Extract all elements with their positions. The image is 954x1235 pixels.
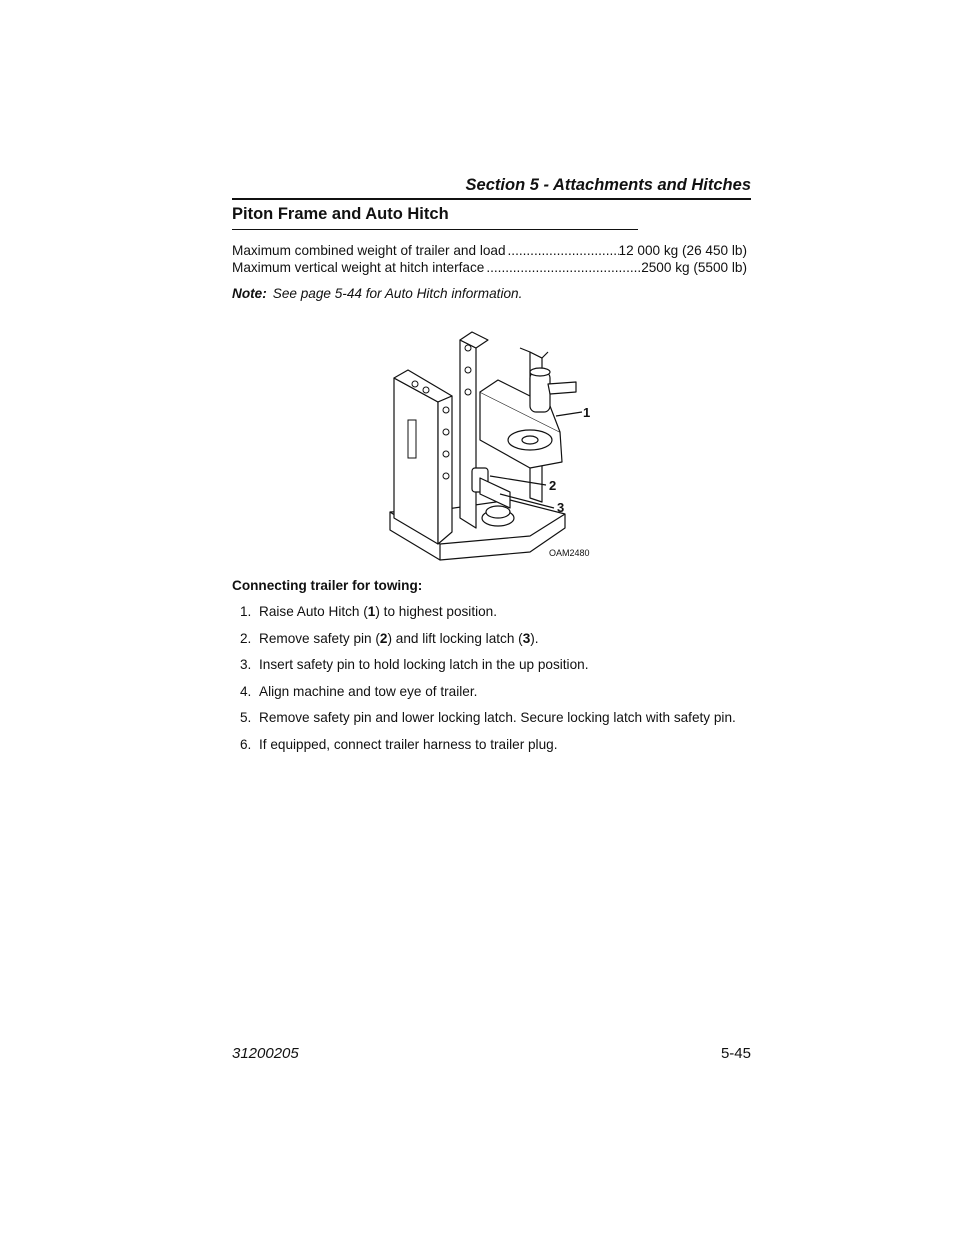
- callout-ref: 2: [379, 631, 388, 646]
- leader-dots: [484, 260, 641, 275]
- step-text: ) and lift locking latch (: [387, 631, 523, 646]
- step-text: If equipped, connect trailer harness to trailer plug.: [259, 737, 558, 752]
- note-text: See page 5-44 for Auto Hitch information.: [272, 286, 523, 301]
- callout-ref: 1: [367, 604, 376, 619]
- spec-row-combined-weight: [232, 243, 747, 258]
- spec-label: Maximum vertical weight at hitch interface: [232, 260, 485, 275]
- callout-leader-1: [556, 412, 582, 416]
- figure-id: OAM2480: [549, 548, 590, 558]
- frame-plate-shape: [394, 378, 438, 544]
- doc-number: 31200205: [232, 1045, 299, 1062]
- step-text: ) to highest position.: [375, 604, 498, 619]
- spec-label: Maximum combined weight of trailer and load: [232, 243, 506, 258]
- step-6: [240, 737, 557, 752]
- note-label: Note:: [232, 286, 267, 301]
- step-number: 2.: [240, 631, 252, 646]
- step-number: 1.: [240, 604, 252, 619]
- procedure-heading: Connecting trailer for towing:: [232, 578, 423, 593]
- note: [232, 286, 522, 301]
- callout-2: 2: [549, 478, 557, 493]
- section-header: Section 5 - Attachments and Hitches: [232, 176, 751, 200]
- step-text: Insert safety pin to hold locking latch in the up position.: [259, 657, 589, 672]
- spec-value: 2500 kg (5500 lb): [641, 260, 747, 275]
- hitch-drawing: [380, 322, 610, 562]
- step-number: 6.: [240, 737, 252, 752]
- callout-ref: 3: [522, 631, 531, 646]
- step-text: Raise Auto Hitch (: [259, 604, 368, 619]
- step-text: ).: [530, 631, 539, 646]
- step-number: 3.: [240, 657, 252, 672]
- callout-3: 3: [557, 500, 565, 515]
- step-text: Align machine and tow eye of trailer.: [259, 684, 478, 699]
- spec-row-vertical-weight: [232, 260, 747, 275]
- step-3: [240, 657, 588, 672]
- callout-1: 1: [583, 405, 591, 420]
- step-number: 4.: [240, 684, 252, 699]
- step-2: [240, 631, 539, 646]
- auto-hitch-illustration: [380, 322, 610, 562]
- step-4: [240, 684, 477, 699]
- spec-value: 12 000 kg (26 450 lb): [618, 243, 747, 258]
- page-title: Piton Frame and Auto Hitch: [232, 205, 638, 230]
- step-text: Remove safety pin (: [259, 631, 380, 646]
- step-text: Remove safety pin and lower locking latch. Secure locking latch with safety pin.: [259, 710, 736, 725]
- page-number: 5-45: [720, 1045, 751, 1062]
- step-1: [240, 604, 497, 619]
- step-5: [240, 710, 736, 725]
- leader-dots: [506, 243, 619, 258]
- step-number: 5.: [240, 710, 252, 725]
